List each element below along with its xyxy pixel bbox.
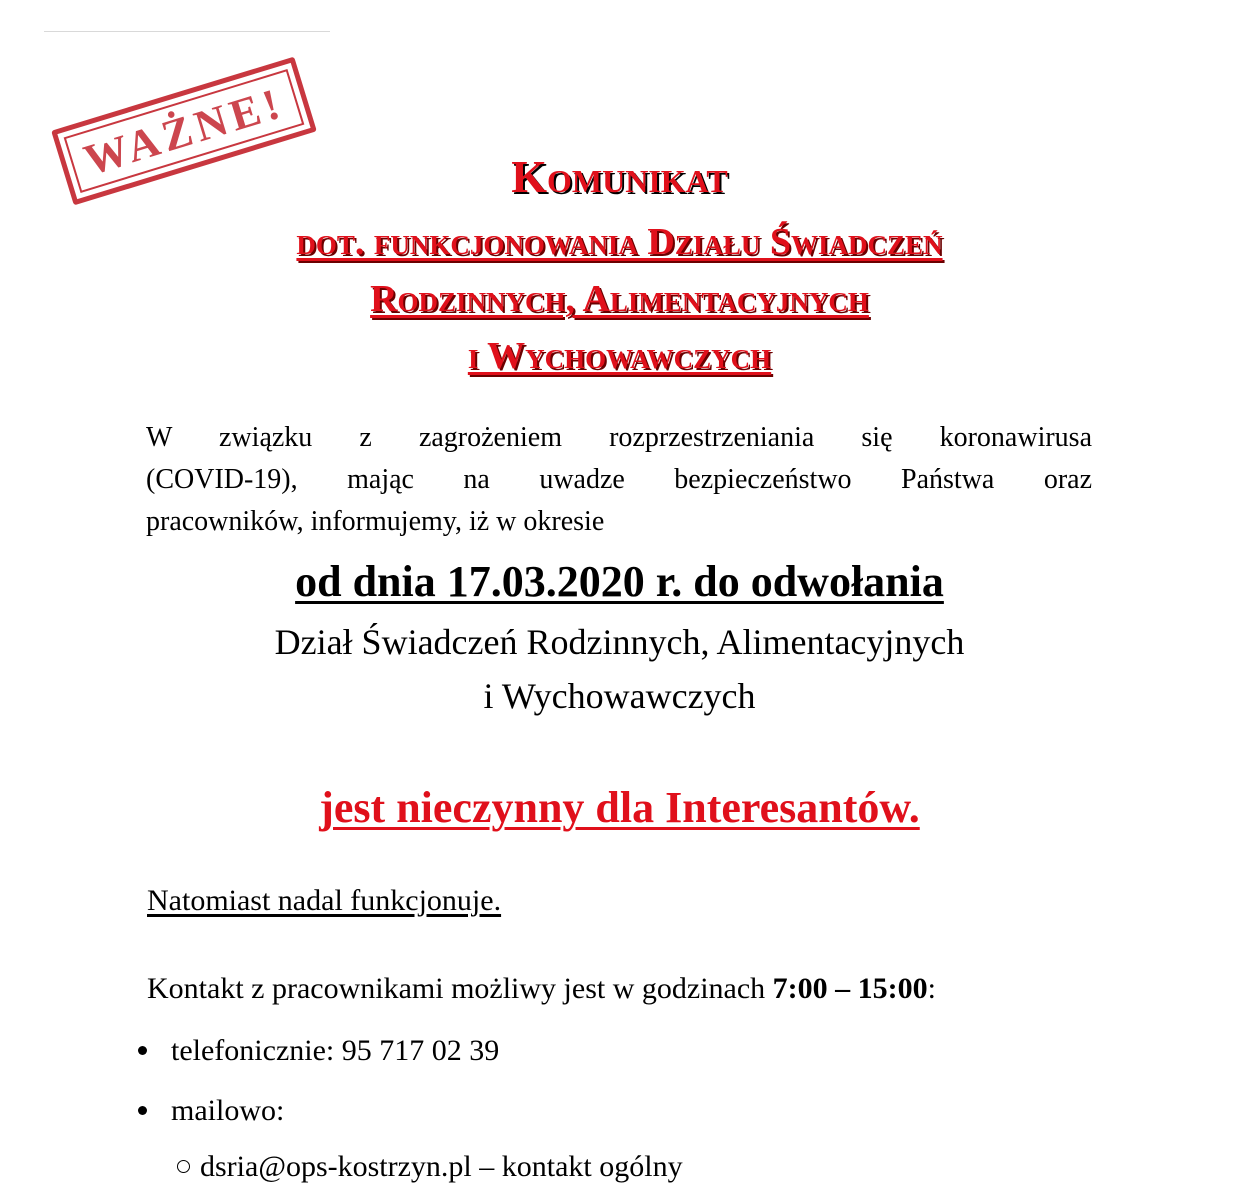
notice-subtitle-line-3: i Wychowawczych [467,335,772,377]
contact-hours: 7:00 – 15:00 [772,972,928,1005]
stamp-text: WAŻNE! [78,77,290,185]
email-label: mailowo: [171,1094,285,1127]
contact-prefix: Kontakt z pracownikami możliwy jest w godzinach [147,972,773,1005]
top-divider [44,31,330,32]
notice-subtitle-line-2: Rodzinnych, Alimentacyjnych [370,278,869,320]
contact-hours-line [147,972,936,1006]
contact-suffix: : [927,972,936,1005]
intro-line-2: (COVID-19), mając na uwadze bezpieczeństwo Państwa oraz [146,464,1092,495]
bullet-circle-icon [177,1160,190,1173]
notice-title: Komunikat [511,151,728,202]
still-operating-note: Natomiast nadal funkcjonuje. [147,884,502,917]
bullet-dot-icon [138,1046,147,1055]
intro-paragraph [146,417,1092,543]
intro-line-1: W związku z zagrożeniem rozprzestrzeniania się koronawirusa [146,422,1092,453]
phone-text: telefonicznie: 95 717 02 39 [171,1034,500,1067]
notice-subtitle-line-1: dot. funkcjonowania Działu Świadczeń [296,221,943,263]
bullet-dot-icon [138,1106,147,1115]
department-name-line-1: Dział Świadczeń Rodzinnych, Alimentacyjnych [274,622,965,662]
closed-notice: jest nieczynny dla Interesantów. [319,783,920,832]
list-item-email [138,1094,284,1128]
intro-line-3: pracowników, informujemy, iż w okresie [146,506,605,537]
list-item-phone [138,1034,499,1068]
list-subitem-email-general [177,1150,683,1184]
department-name-line-2: i Wychowawczych [483,676,756,716]
email-address-general: dsria@ops-kostrzyn.pl – kontakt ogólny [200,1150,683,1183]
date-range: od dnia 17.03.2020 r. do odwołania [295,557,944,606]
